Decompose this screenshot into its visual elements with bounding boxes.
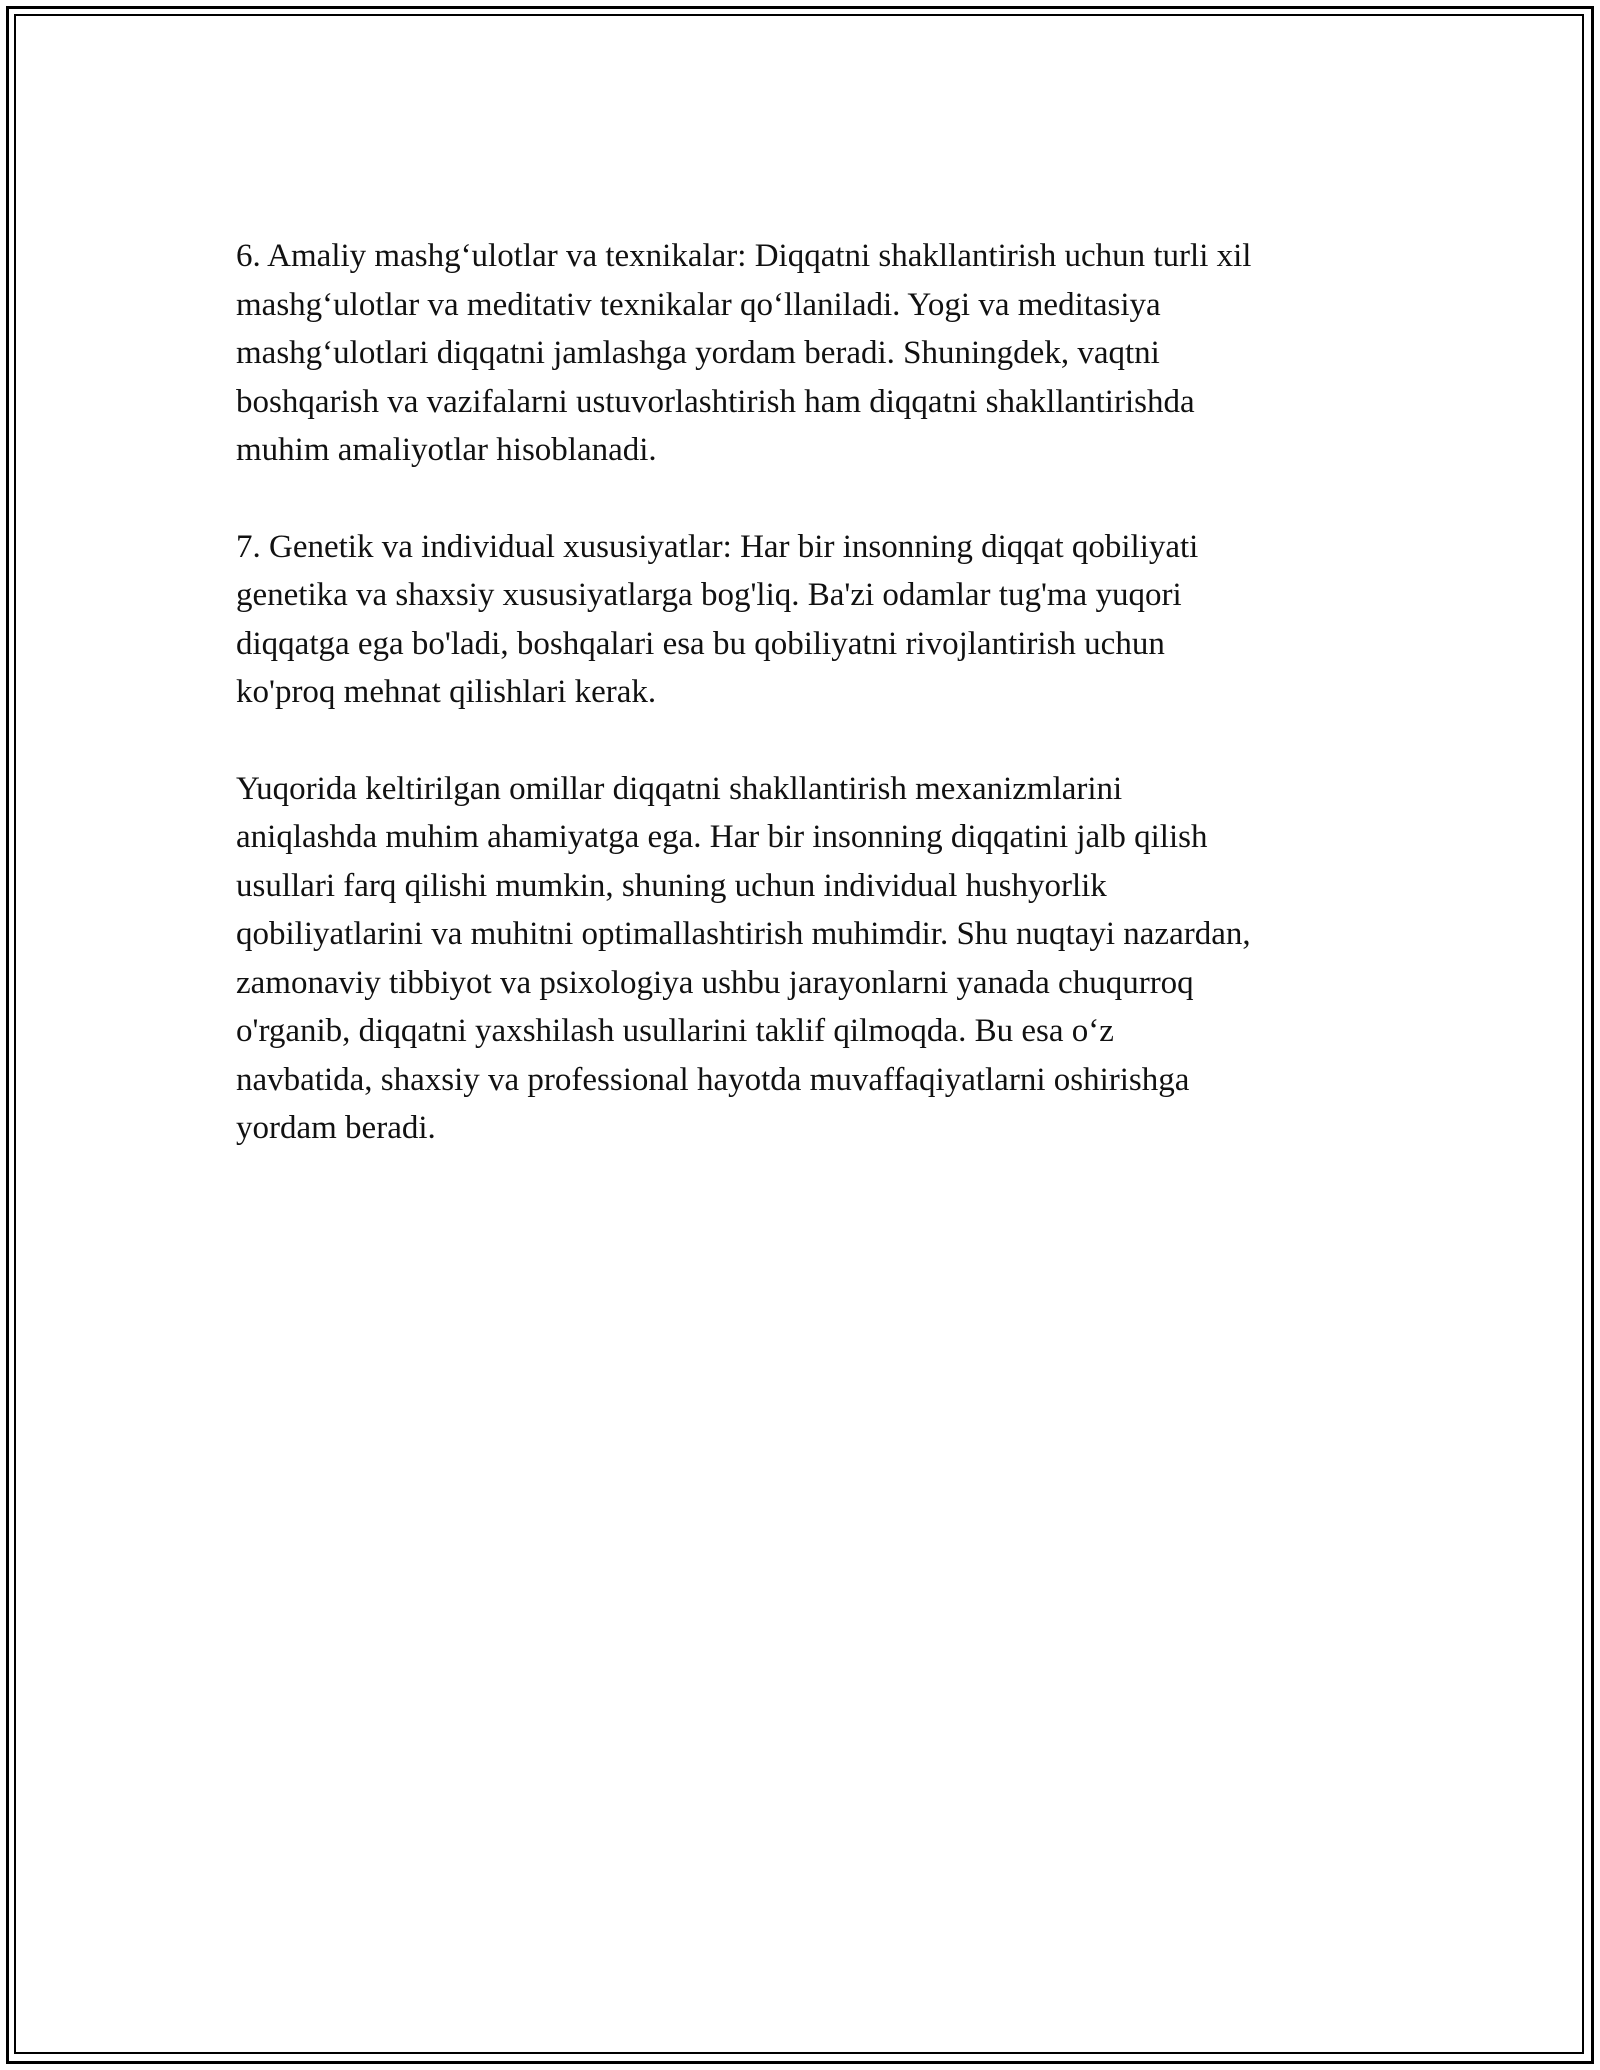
text-line: qobiliyatlarini va muhitni optimallashtirish muhimdir. Shu nuqtayi nazardan, — [236, 916, 1251, 952]
paragraph-conclusion — [236, 765, 1376, 1153]
text-line: Yuqorida keltirilgan omillar diqqatni shakllantirish mexanizmlarini — [236, 770, 1123, 807]
text-line: muhim amaliyotlar hisoblanadi. — [236, 432, 657, 468]
text-line: zamonaviy tibbiyot va psixologiya ushbu jarayonlarni yanada chuqurroq — [236, 964, 1194, 1001]
text-line: navbatida, shaxsiy va professional hayotda muvaffaqiyatlarni oshirishga — [236, 1061, 1190, 1098]
text-line: o'rganib, diqqatni yaxshilash usullarini taklif qilmoqda. Bu esa o‘z — [236, 1013, 1114, 1049]
text-line: aniqlashda muhim ahamiyatga ega. Har bir insonning diqqatini jalb qilish — [236, 819, 1208, 855]
text-line: genetika va shaxsiy xususiyatlarga bog'liq. Ba'zi odamlar tug'ma yuqori — [236, 577, 1182, 613]
paragraph-amaliy-mashgulotlar — [236, 232, 1376, 475]
text-line: mashg‘ulotlar va meditativ texnikalar qo‘llaniladi. Yogi va meditasiya — [236, 286, 1161, 323]
text-line: yordam beradi. — [236, 1110, 436, 1146]
document-body — [236, 232, 1376, 1201]
text-line: ko'proq mehnat qilishlari kerak. — [236, 674, 657, 710]
paragraph-genetik-xususiyatlar — [236, 523, 1376, 717]
text-line: mashg‘ulotlari diqqatni jamlashga yordam beradi. Shuningdek, vaqtni — [236, 335, 1160, 371]
text-line: boshqarish va vazifalarni ustuvorlashtirish ham diqqatni shakllantirishda — [236, 383, 1195, 420]
text-line: 6. Amaliy mashg‘ulotlar va texnikalar: Diqqatni shakllantirish uchun turli xil — [236, 238, 1252, 274]
text-line: 7. Genetik va individual xususiyatlar: Har bir insonning diqqat qobiliyati — [236, 528, 1199, 565]
text-line: usullari farq qilishi mumkin, shuning uchun individual hushyorlik — [236, 867, 1107, 904]
text-line: diqqatga ega bo'ladi, boshqalari esa bu qobiliyatni rivojlantirish uchun — [236, 625, 1165, 662]
